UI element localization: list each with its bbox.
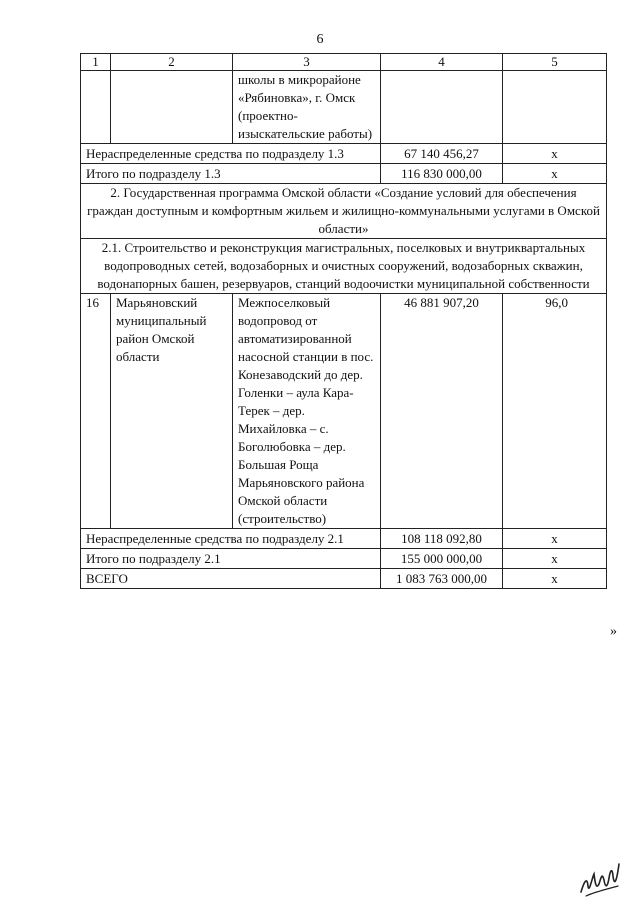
cell-empty — [111, 71, 233, 144]
row-amount: 155 000 000,00 — [381, 549, 503, 569]
closing-quote: » — [610, 624, 617, 639]
row-mark: х — [503, 569, 607, 589]
row-mark: х — [503, 144, 607, 164]
column-header-5: 5 — [503, 54, 607, 71]
continued-object-row — [81, 71, 607, 144]
cell-empty — [81, 71, 111, 144]
column-header-2: 2 — [111, 54, 233, 71]
column-number-row — [81, 54, 607, 71]
item-amount: 46 881 907,20 — [381, 294, 503, 529]
row-mark: х — [503, 529, 607, 549]
row-label: Итого по подразделу 1.3 — [81, 164, 381, 184]
total-row-2-1 — [81, 549, 607, 569]
program-title: 2. Государственная программа Омской области «Создание условий для обеспечения граждан доступным и комфортным жильем и жилищно-коммунальными услугами в Омской области» — [81, 184, 607, 239]
row-mark: х — [503, 549, 607, 569]
column-header-3: 3 — [233, 54, 381, 71]
object-name-continued: школы в микрорайоне «Рябиновка», г. Омск (проектно-изыскательские работы) — [233, 71, 381, 144]
item-number: 16 — [81, 294, 111, 529]
item-district: Марьяновский муниципальный район Омской области — [111, 294, 233, 529]
cell-empty — [503, 71, 607, 144]
undistributed-row-2-1 — [81, 529, 607, 549]
row-label: Нераспределенные средства по подразделу 2.1 — [81, 529, 381, 549]
total-row-1-3 — [81, 164, 607, 184]
column-header-4: 4 — [381, 54, 503, 71]
row-label: ВСЕГО — [81, 569, 381, 589]
row-amount: 1 083 763 000,00 — [381, 569, 503, 589]
undistributed-row-1-3 — [81, 144, 607, 164]
budget-table — [80, 53, 607, 589]
page-number: 6 — [316, 32, 324, 47]
row-label: Нераспределенные средства по подразделу 1.3 — [81, 144, 381, 164]
subsection-title: 2.1. Строительство и реконструкция магистральных, поселковых и внутриквартальных водопроводных сетей, водозаборных и очистных сооружений, водозаборных скважин, водонапорных башен, резервуаров, станций водоочистки муниципальной собственности — [81, 239, 607, 294]
cell-empty — [381, 71, 503, 144]
grand-total-row — [81, 569, 607, 589]
column-header-1: 1 — [81, 54, 111, 71]
row-mark: х — [503, 164, 607, 184]
row-amount: 116 830 000,00 — [381, 164, 503, 184]
item-object: Межпоселковый водопровод от автоматизированной насосной станции в пос. Конезаводский до дер. Голенки – аула Кара-Терек – дер. Михайловка – с. Боголюбовка – дер. Большая Роща Марьяновского района Омской области (строительство) — [233, 294, 381, 529]
item-row-16 — [81, 294, 607, 529]
row-label: Итого по подразделу 2.1 — [81, 549, 381, 569]
row-amount: 67 140 456,27 — [381, 144, 503, 164]
subsection-title-row — [81, 239, 607, 294]
signature-icon — [578, 856, 622, 900]
program-title-row — [81, 184, 607, 239]
item-percent: 96,0 — [503, 294, 607, 529]
row-amount: 108 118 092,80 — [381, 529, 503, 549]
